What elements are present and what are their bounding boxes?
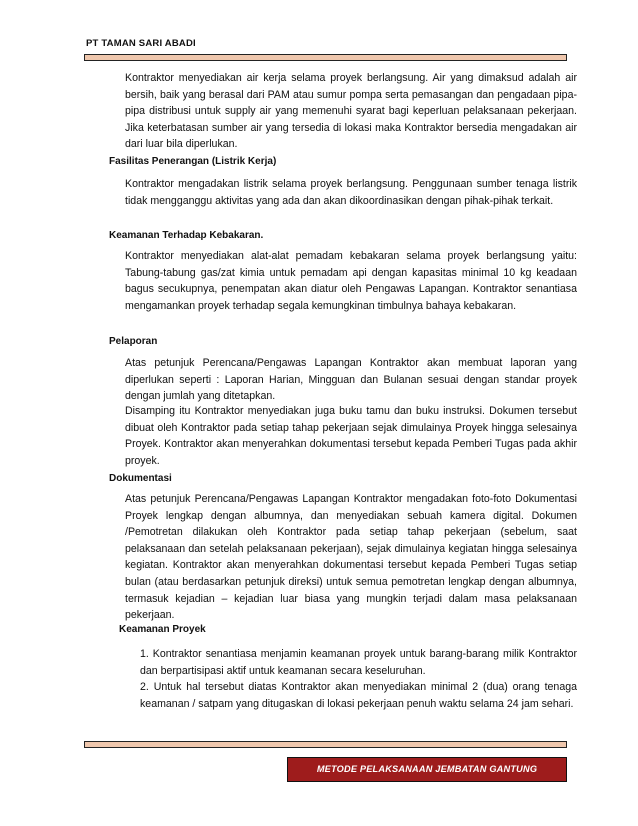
- heading-project-security: Keamanan Proyek: [119, 624, 206, 635]
- heading-fire-safety: Keamanan Terhadap Kebakaran.: [109, 230, 264, 241]
- reporting-paragraph-2: Disamping itu Kontraktor menyediakan juga buku tamu dan buku instruksi. Dokumen tersebut dibuat oleh Kontraktor pada setiap tahap pekerjaan sejak dimulainya Proyek hingga selesainya Proyek. Kontraktor akan menyerahkan dokumentasi tersebut kepada Pemberi Tugas pada akhir proyek.: [125, 405, 577, 467]
- footer-bar: [84, 741, 567, 748]
- security-item-1: 1. Kontraktor senantiasa menjamin keamanan proyek untuk barang-barang milik Kontraktor dan berpartisipasi aktif untuk keamanan secara keseluruhan.: [140, 648, 577, 677]
- heading-reporting: Pelaporan: [109, 336, 158, 347]
- company-name: PT TAMAN SARI ABADI: [86, 38, 196, 49]
- heading-lighting: Fasilitas Penerangan (Listrik Kerja): [109, 156, 277, 167]
- documentation-paragraph: Atas petunjuk Perencana/Pengawas Lapangan Kontraktor mengadakan foto-foto Dokumentasi Proyek lengkap dengan albumnya, dan menyediakan sebuah kamera digital. Dokumen /Pemotretan dilakukan oleh Kontraktor pada setiap tahap pekerjaan (sebelum, saat pelaksanaan dan setelah pelaksanaan pekerjaan), sejak dimulainya kegiatan hingga selesainya kegiatan. Kontraktor akan menyerahkan dokumentasi tersebut kepada Pemberi Tugas setiap bulan (atau berdasarkan petunjuk direksi) untuk semua pemotretan lengkap dengan albumnya, termasuk kejadian – kejadian luar biasa yang mungkin terjadi dalam masa pelaksanaan pekerjaan.: [125, 493, 577, 622]
- security-item-2: 2. Untuk hal tersebut diatas Kontraktor akan menyediakan minimal 2 (dua) orang tenaga keamanan / satpam yang ditugaskan di lokasi pekerjaan penuh waktu selama 24 jam sehari.: [140, 681, 577, 710]
- reporting-paragraph-1: Atas petunjuk Perencana/Pengawas Lapangan Kontraktor akan membuat laporan yang diperlukan seperti : Laporan Harian, Mingguan dan Bulanan sesuai dengan standar proyek dengan jumlah yang ditetapkan.: [125, 357, 577, 403]
- heading-documentation: Dokumentasi: [109, 473, 172, 484]
- water-supply-paragraph: Kontraktor menyediakan air kerja selama proyek berlangsung. Air yang dimaksud adalah air bersih, baik yang berasal dari PAM atau sumur pompa serta pemasangan dan pengadaan pipa-pipa distribusi untuk supply air yang memenuhi syarat bagi keperluan pelaksanaan pekerjaan. Jika keterbatasan sumber air yang tersedia di lokasi maka Kontraktor bersedia mengadakan air dari luar bila diperlukan.: [125, 72, 577, 151]
- header-bar: [84, 54, 567, 61]
- footer-title: METODE PELAKSANAAN JEMBATAN GANTUNG: [287, 757, 567, 782]
- fire-safety-paragraph: Kontraktor menyediakan alat-alat pemadam kebakaran selama proyek berlangsung yaitu: Tabung-tabung gas/zat kimia untuk pemadam api dengan kapasitas minimal 10 kg keadaan bagus secukupnya, penempatan akan diatur oleh Pengawas Lapangan. Kontraktor senantiasa mengamankan proyek terhadap segala kemungkinan timbulnya bahaya kebakaran.: [125, 250, 577, 312]
- lighting-paragraph: Kontraktor mengadakan listrik selama proyek berlangsung. Penggunaan sumber tenaga listrik tidak mengganggu aktivitas yang ada dan akan dikoordinasikan dengan pihak-pihak terkait.: [125, 178, 577, 207]
